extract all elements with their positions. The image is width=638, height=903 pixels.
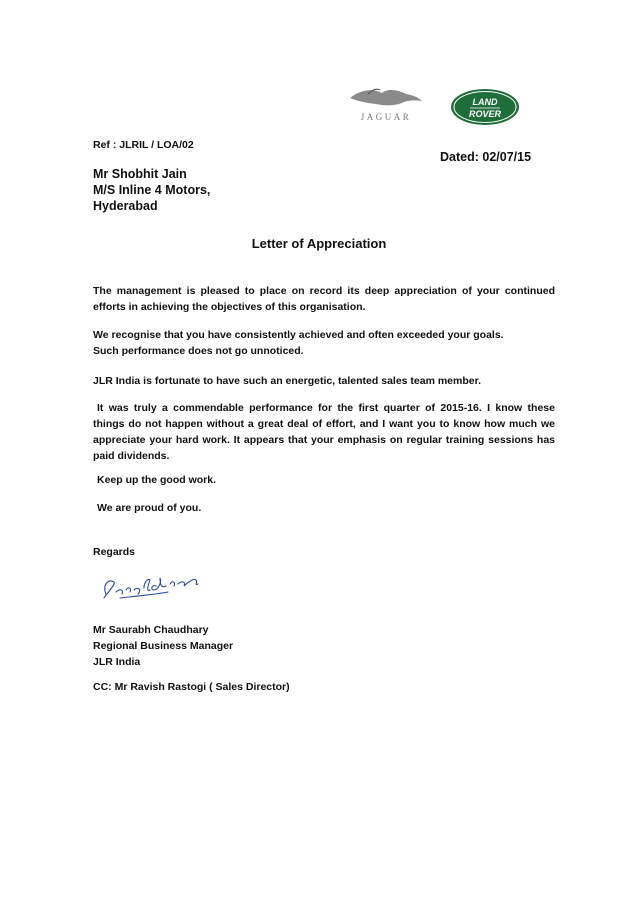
land-rover-oval-icon	[451, 89, 519, 125]
jaguar-logo	[346, 84, 426, 126]
jaguar-leaper-icon	[350, 90, 422, 105]
signature	[98, 568, 210, 608]
body-paragraph-2-line-2: Such performance does not go unnoticed.	[93, 345, 304, 357]
signatory-organisation: JLR India	[93, 656, 141, 668]
cc-line: CC: Mr Ravish Rastogi ( Sales Director)	[93, 681, 290, 693]
reference-number: Ref : JLRIL / LOA/02	[93, 139, 194, 151]
letter-title: Letter of Appreciation	[251, 236, 387, 251]
signatory-name: Mr Saurabh Chaudhary	[93, 624, 209, 636]
recipient-city: Hyderabad	[93, 199, 158, 213]
body-paragraph-3: JLR India is fortunate to have such an energetic, talented sales team member.	[93, 375, 482, 387]
body-paragraph-1: The management is pleased to place on record its deep appreciation of your continued efforts in achieving the objectives of this organisation.	[93, 285, 555, 313]
land-rover-wordmark-line1: LAND	[472, 97, 498, 107]
recipient-name: Mr Shobhit Jain	[93, 167, 187, 181]
recipient-address	[93, 166, 210, 214]
body-paragraph-2-line-1: We recognise that you have consistently achieved and often exceeded your goals.	[93, 329, 504, 341]
land-rover-wordmark-line2: ROVER	[468, 109, 502, 119]
regards-text: Regards	[93, 546, 136, 558]
body-paragraph-2	[93, 327, 504, 359]
signatory-designation: Regional Business Manager	[93, 640, 234, 652]
jaguar-wordmark: JAGUAR	[360, 112, 412, 122]
letter-date: Dated: 02/07/15	[440, 150, 532, 164]
recipient-company: M/S Inline 4 Motors,	[93, 183, 211, 197]
signatory-block	[93, 622, 233, 670]
land-rover-logo	[450, 88, 520, 126]
body-paragraph-6: We are proud of you.	[97, 502, 202, 514]
body-paragraph-5: Keep up the good work.	[97, 474, 217, 486]
signature-stroke-icon	[104, 578, 198, 598]
body-paragraph-4: It was truly a commendable performance for the first quarter of 2015-16. I know these things do not happen without a great deal of effort, and I want you to know how much we appreciate your hard work. It appears that your emphasis on regular training sessions has paid dividends.	[93, 402, 555, 462]
